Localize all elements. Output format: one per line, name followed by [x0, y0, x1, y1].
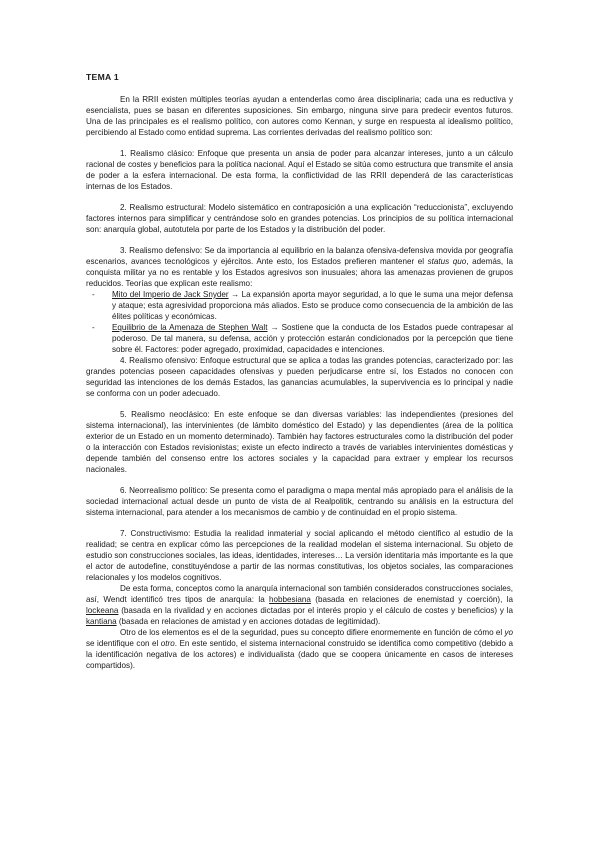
- security-text-c: . En este sentido, el sistema internacional construido se identifica como competitivo (debido a la identificación negativa de los actores) e individualista (dado que se coopera únicamente en casos de intereses compartidos).: [86, 639, 514, 670]
- anarchy-text-b: (basada en relaciones de enemistad y coerción), la: [310, 595, 513, 604]
- section-realismo-neoclasico: 5. Realismo neoclásico: En este enfoque se dan diversas variables: las independientes (presiones del sistema internacional), las intervinientes (de lámbito doméstico del Estado) y las dependientes (área de la política exterior de un Estado en un momento determinado). También hay factores estructurales como la distribución del poder o la interacción con Estados revisionistas; existe un efecto indirecto a través de variables intervinientes domésticas y depende también del consenso entre los actores sociales y la capacidad para extraer y emplear los recursos nacionales.: [86, 410, 513, 474]
- list-bullet: -: [92, 290, 95, 299]
- walt-theory-text: → Sostiene que la conducta de los Estados puede contrapesar al poderoso. De tal manera, su defensa, acción y protección estarán condicionados por la percepción que tiene sobre él. Factores: poder agregado, proximidad, capacidades e intenciones.: [112, 323, 513, 354]
- section-realismo-estructural: 2. Realismo estructural: Modelo sistemático en contraposición a una explicación “reduccionista”, excluyendo factores internos para simplificar y centrándose solo en grandes potencias. Los principios de su política internacional son: anarquía global, autotutela por parte de los Estados y la distribución del poder.: [86, 203, 513, 234]
- document-body: [86, 72, 513, 681]
- lockeana-term: lockeana: [86, 606, 119, 615]
- security-text-a: Otro de los elementos es el de la seguridad, pues su concepto difiere enormemente en función de cómo el: [120, 628, 505, 637]
- intro-paragraph: En la RRII existen múltiples teorías ayudan a entenderlas como área disciplinaria; cada una es reductiva y esencialista, pues se basan en diferentes suposiciones. Sin embargo, ninguna sirve para predecir eventos futuros. Una de las principales es el realismo político, con autores como Kennan, y surge en respuesta al idealismo político, percibiendo al Estado como entidad suprema. Las corrientes derivadas del realismo político son:: [86, 95, 513, 137]
- status-quo-term: status quo: [427, 257, 467, 266]
- snyder-theory-text: → La expansión aporta mayor seguridad, a lo que le suma una mejor defensa y ataque; esta agresividad proporciona más aliados. Esto se produce como consecuencia de la ambición de las élites políticas y económicas.: [112, 290, 513, 321]
- security-paragraph: [86, 627, 513, 671]
- document-title: TEMA 1: [86, 72, 119, 82]
- snyder-theory-title: Mito del Imperio de Jack Snyder: [112, 290, 229, 299]
- kantiana-term: kantiana: [86, 617, 117, 626]
- anarchy-text-a: De esta forma, conceptos como la anarquía internacional son también considerados construcciones sociales, así, Wendt identificó tres tipos de anarquía: la: [86, 584, 513, 604]
- section-realismo-ofensivo: 4. Realismo ofensivo: Enfoque estructural que se aplica a todas las grandes potencias, caracterizado por: las grandes potencias poseen capacidades ofensivas y pueden perjudicarse entre sí, los Estados no conocen con seguridad las intenciones de los demás Estados, las ganancias acumulables, la supervivencia es lo principal y nadie se conforma con un poder adecuado.: [86, 356, 513, 398]
- theories-list: [86, 289, 513, 355]
- list-bullet: -: [92, 323, 95, 332]
- list-item: [86, 289, 513, 322]
- anarchy-text-d: (basada en relaciones de amistad y en acciones dotadas de legitimidad).: [116, 617, 381, 626]
- walt-theory-title: Equilibrio de la Amenaza de Stephen Walt: [112, 323, 268, 332]
- yo-term: yo: [504, 628, 513, 637]
- hobbesiana-term: hobbesiana: [269, 595, 311, 604]
- security-text-b: se identifique con el: [86, 639, 161, 648]
- section-realismo-clasico: 1. Realismo clásico: Enfoque que presenta un ansia de poder para alcanzar intereses, junto a un cálculo racional de costes y beneficios para la política nacional. Aquí el Estado se sitúa como estructura que transmite el ansia de poder a la esfera internacional. De esta forma, la conflictividad de las RRII dependerá de las características internas de los Estados.: [86, 149, 513, 191]
- section-neorrealismo: 6. Neorrealismo político: Se presenta como el paradigma o mapa mental más apropiado para el análisis de la sociedad internacional actual desde un punto de vista de al Realpolitik, centrando su análisis en la estructura del sistema internacional, para atender a los mecanismos de cambio y de continuidad en el propio sistema.: [86, 486, 513, 517]
- anarchy-types-paragraph: [86, 583, 513, 627]
- otro-term: otro: [160, 639, 175, 648]
- section-realismo-defensivo: [86, 245, 513, 289]
- list-item: [86, 322, 513, 355]
- section-constructivismo: 7. Constructivismo: Estudia la realidad inmaterial y social aplicando el método científico al estudio de la realidad; se centra en explicar cómo las percepciones de la realidad modelan el sistema internacional. Su objeto de estudio son construcciones sociales, las ideas, identidades, intereses… La versión identitaria más importante es la que el actor de autodefine, constituyéndose a partir de las normas constitutivas, los objetos sociales, las comparaciones relacionales y los modelos cognitivos.: [86, 529, 513, 582]
- defensivo-text-a: 3. Realismo defensivo: Se da importancia al equilibrio en la balanza ofensiva-defensiva movida por geografía escenarios, avances tecnológicos y ejércitos. Ante esto, los Estados prefieren mantener el: [86, 246, 513, 266]
- defensivo-text-b: , además, la conquista militar ya no es rentable y los Estados agresivos son inusuales; ahora las amenazas provienen de grupos reducidos. Teorías que explican este realismo:: [86, 257, 513, 288]
- anarchy-text-c: (basada en la rivalidad y en acciones dictadas por el interés propio y el cálculo de costes y beneficios) y la: [118, 606, 513, 615]
